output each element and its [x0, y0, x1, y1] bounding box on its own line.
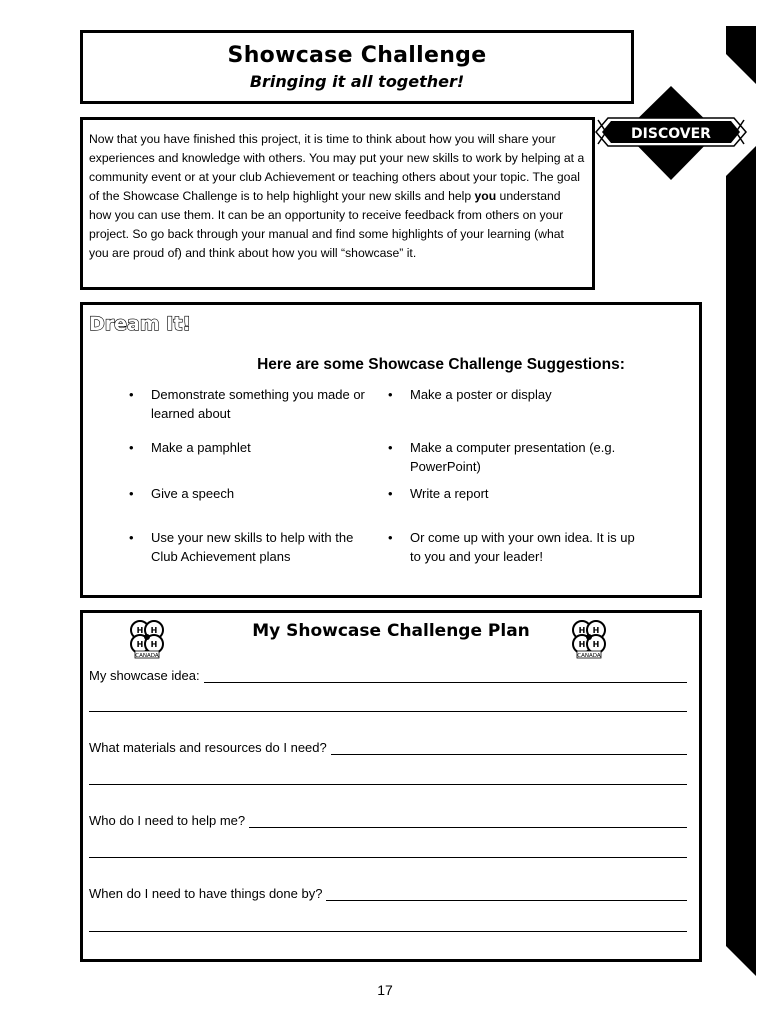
answer-line[interactable] [249, 813, 687, 828]
suggestion-text: Make a poster or display [410, 387, 552, 402]
suggestion-item [129, 528, 381, 566]
intro-box [80, 117, 595, 290]
answer-line[interactable] [89, 857, 687, 858]
bullet-icon: • [129, 440, 134, 455]
deadline-field[interactable] [89, 886, 687, 901]
suggestion-text: Give a speech [151, 486, 235, 501]
question-label: Who do I need to help me? [89, 813, 246, 828]
dream-it-box [80, 302, 702, 598]
suggestion-item [388, 385, 640, 404]
materials-field[interactable] [89, 740, 687, 755]
bullet-icon: • [388, 440, 393, 455]
question-label: What materials and resources do I need? [89, 740, 327, 755]
intro-text-start: Now that you have finished this project, it is time to think about how you will share your experiences and knowledge with others. You may put your new skills to work by helping at a community event or at your club Achievement or teaching others about your topic. The goal of the Showcase Challenge is to help highlight your new skills and help [89, 132, 585, 203]
question-label: My showcase idea: [89, 668, 200, 683]
answer-line[interactable] [89, 931, 687, 932]
answer-line[interactable] [204, 668, 687, 683]
suggestion-item [388, 438, 640, 476]
bullet-icon: • [129, 530, 134, 545]
svg-text:H: H [150, 640, 158, 649]
bullet-icon: • [388, 530, 393, 545]
svg-text:CANADA: CANADA [135, 653, 159, 659]
page-subtitle: Bringing it all together! [249, 72, 465, 91]
answer-line[interactable] [326, 886, 687, 901]
bullet-icon: • [388, 486, 393, 501]
intro-text-bold: you [474, 189, 497, 203]
suggestion-text: Demonstrate something you made or learned about [151, 387, 365, 421]
suggestion-item [388, 528, 640, 566]
bullet-icon: • [388, 387, 393, 402]
suggestion-text: Make a pamphlet [151, 440, 251, 455]
suggestion-text: Use your new skills to help with the Club Achievement plans [151, 530, 354, 564]
svg-text:H: H [578, 640, 586, 649]
helpers-field[interactable] [89, 813, 687, 828]
suggestion-text: Make a computer presentation (e.g. PowerPoint) [410, 440, 616, 474]
svg-text:H: H [592, 640, 600, 649]
suggestion-item [388, 484, 640, 503]
title-box [80, 30, 634, 104]
dream-it-heading: Dream It! [89, 313, 192, 335]
question-label: When do I need to have things done by? [89, 886, 323, 901]
discover-label: DISCOVER [631, 126, 711, 142]
intro-paragraph [89, 130, 586, 263]
svg-text:H: H [136, 640, 144, 649]
suggestions-heading: Here are some Showcase Challenge Suggestions: [257, 356, 625, 373]
suggestion-item [129, 484, 381, 503]
suggestion-item [129, 438, 381, 457]
bullet-icon: • [129, 387, 134, 402]
showcase-idea-field[interactable] [89, 668, 687, 683]
svg-text:CANADA: CANADA [577, 653, 601, 659]
page-number: 17 [377, 982, 393, 998]
answer-line[interactable] [331, 740, 687, 755]
intro-text-end: understand how you can use them. It can be an opportunity to receive feedback from others on your project. So go back through your manual and find some highlights of your learning (what you are proud of) and think about how you will “showcase” it. [89, 189, 564, 260]
svg-text:H: H [136, 626, 144, 635]
bullet-icon: • [129, 486, 134, 501]
page-title: Showcase Challenge [227, 43, 487, 68]
svg-text:H: H [578, 626, 586, 635]
answer-line[interactable] [89, 711, 687, 712]
svg-text:H: H [150, 626, 158, 635]
suggestion-text: Write a report [410, 486, 489, 501]
suggestion-text: Or come up with your own idea. It is up to you and your leader! [410, 530, 635, 564]
suggestion-item [129, 385, 381, 423]
answer-line[interactable] [89, 784, 687, 785]
plan-heading: My Showcase Challenge Plan [252, 621, 530, 641]
discover-emblem [594, 84, 748, 184]
showcase-plan-box [80, 610, 702, 962]
four-h-clover-icon [567, 616, 611, 660]
svg-text:H: H [592, 626, 600, 635]
